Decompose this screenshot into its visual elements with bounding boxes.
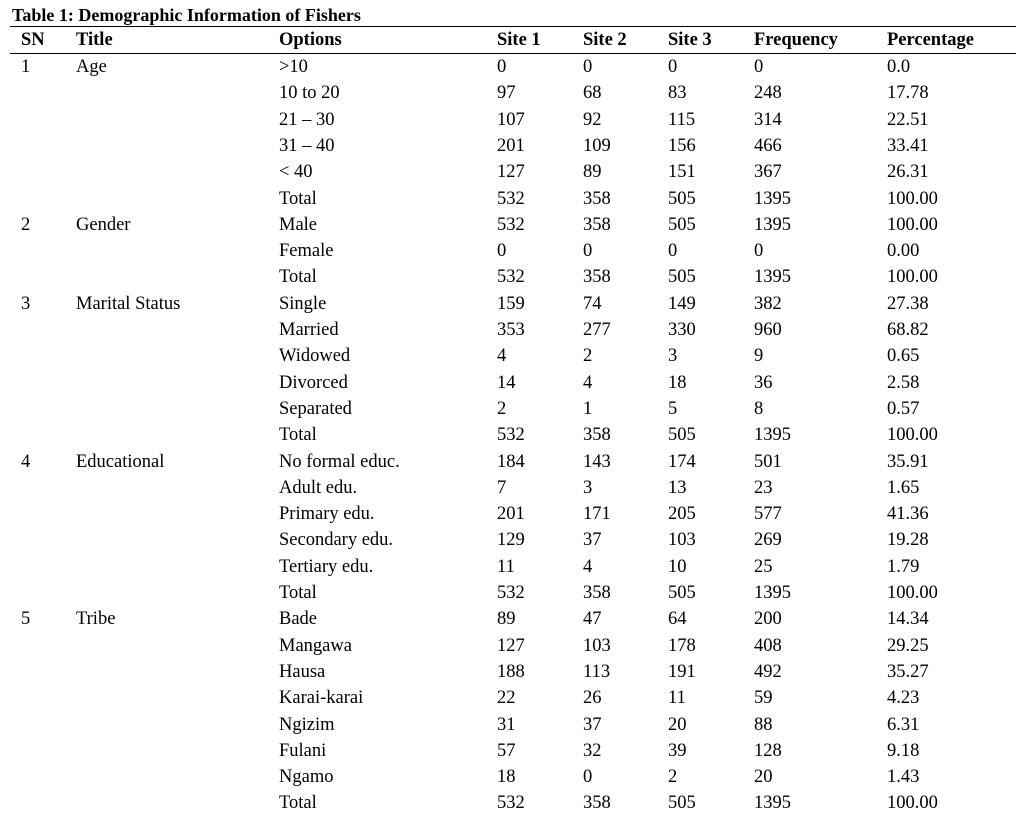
cell-percentage: 35.27 xyxy=(887,661,929,682)
cell-site-3: 149 xyxy=(668,293,696,314)
cell-option: Total xyxy=(279,793,317,814)
cell-frequency: 382 xyxy=(754,293,782,314)
cell-frequency: 408 xyxy=(754,635,782,656)
cell-frequency: 0 xyxy=(754,57,764,77)
cell-site-1: 201 xyxy=(497,504,525,525)
cell-percentage: 0.00 xyxy=(887,241,920,262)
cell-percentage: 14.34 xyxy=(887,609,929,630)
cell-site-1: 7 xyxy=(497,477,507,498)
cell-option: Male xyxy=(279,214,318,235)
cell-option: No formal educ. xyxy=(279,451,400,472)
cell-site-2: 358 xyxy=(583,793,611,814)
cell-site-2: 1 xyxy=(583,398,593,419)
cell-sn: 1 xyxy=(21,57,31,77)
cell-site-3: 330 xyxy=(668,320,696,340)
cell-frequency: 1395 xyxy=(754,267,791,288)
table-row xyxy=(0,212,1024,238)
cell-option: 31 – 40 xyxy=(279,135,335,156)
cell-frequency: 36 xyxy=(754,372,773,393)
header-frequency: Frequency xyxy=(754,30,838,50)
cell-site-3: 205 xyxy=(668,504,696,525)
cell-title: Gender xyxy=(76,214,131,235)
cell-site-3: 0 xyxy=(668,241,678,262)
cell-frequency: 960 xyxy=(754,320,782,340)
cell-site-2: 47 xyxy=(583,609,602,630)
cell-site-3: 505 xyxy=(668,583,696,603)
cell-percentage: 0.57 xyxy=(887,398,920,419)
cell-option: Total xyxy=(279,425,317,446)
cell-site-2: 109 xyxy=(583,135,611,156)
cell-site-3: 505 xyxy=(668,267,696,288)
cell-site-1: 31 xyxy=(497,714,516,735)
table-row xyxy=(0,606,1024,632)
cell-frequency: 367 xyxy=(754,162,782,183)
cell-site-1: 14 xyxy=(497,372,516,393)
cell-percentage: 68.82 xyxy=(887,320,929,340)
cell-site-1: 532 xyxy=(497,583,525,603)
cell-frequency: 9 xyxy=(754,346,764,367)
table-row xyxy=(0,790,1024,816)
cell-option: Hausa xyxy=(279,661,326,682)
table-row xyxy=(0,501,1024,527)
cell-frequency: 8 xyxy=(754,398,764,419)
header-site-2: Site 2 xyxy=(583,30,627,50)
cell-site-1: 532 xyxy=(497,425,525,446)
cell-frequency: 128 xyxy=(754,740,782,761)
cell-site-2: 2 xyxy=(583,346,593,367)
cell-percentage: 33.41 xyxy=(887,135,929,156)
cell-site-1: 22 xyxy=(497,688,516,709)
cell-site-1: 532 xyxy=(497,267,525,288)
cell-option: Adult edu. xyxy=(279,477,358,498)
cell-site-1: 57 xyxy=(497,740,516,761)
cell-option: Primary edu. xyxy=(279,504,375,525)
cell-frequency: 248 xyxy=(754,83,782,104)
cell-option: Female xyxy=(279,241,334,262)
cell-site-2: 37 xyxy=(583,530,602,551)
cell-site-3: 2 xyxy=(668,767,678,788)
cell-site-2: 68 xyxy=(583,83,602,104)
cell-site-1: 89 xyxy=(497,609,516,630)
cell-site-1: 184 xyxy=(497,451,525,472)
cell-site-2: 143 xyxy=(583,451,611,472)
cell-site-3: 505 xyxy=(668,793,696,814)
cell-percentage: 0.0 xyxy=(887,57,911,77)
cell-option: Secondary edu. xyxy=(279,530,394,551)
cell-option: Widowed xyxy=(279,346,351,367)
cell-site-1: 129 xyxy=(497,530,525,551)
cell-site-2: 277 xyxy=(583,320,611,340)
cell-site-1: 2 xyxy=(497,398,507,419)
cell-site-3: 10 xyxy=(668,556,687,577)
cell-option: Tertiary edu. xyxy=(279,556,374,577)
cell-frequency: 1395 xyxy=(754,583,791,603)
table-row xyxy=(0,712,1024,738)
cell-site-1: 127 xyxy=(497,635,525,656)
cell-title: Marital Status xyxy=(76,293,181,314)
cell-percentage: 9.18 xyxy=(887,740,920,761)
cell-percentage: 35.91 xyxy=(887,451,929,472)
cell-site-1: 201 xyxy=(497,135,525,156)
table-row xyxy=(0,264,1024,290)
cell-percentage: 0.65 xyxy=(887,346,920,367)
cell-site-2: 0 xyxy=(583,241,593,262)
cell-frequency: 25 xyxy=(754,556,773,577)
cell-site-3: 0 xyxy=(668,57,678,77)
cell-site-2: 0 xyxy=(583,767,593,788)
cell-site-3: 505 xyxy=(668,214,696,235)
cell-site-3: 103 xyxy=(668,530,696,551)
cell-site-2: 4 xyxy=(583,372,593,393)
cell-site-2: 113 xyxy=(583,661,611,682)
cell-site-3: 5 xyxy=(668,398,678,419)
cell-frequency: 23 xyxy=(754,477,773,498)
cell-site-3: 151 xyxy=(668,162,696,183)
cell-option: Separated xyxy=(279,398,352,419)
header-sn: SN xyxy=(21,30,45,50)
table-row xyxy=(0,54,1024,80)
cell-site-3: 13 xyxy=(668,477,687,498)
cell-site-3: 18 xyxy=(668,372,687,393)
cell-frequency: 501 xyxy=(754,451,782,472)
table-row xyxy=(0,159,1024,185)
cell-site-2: 89 xyxy=(583,162,602,183)
cell-option: Ngamo xyxy=(279,767,334,788)
cell-percentage: 29.25 xyxy=(887,635,929,656)
cell-frequency: 1395 xyxy=(754,425,791,446)
cell-option: Total xyxy=(279,267,317,288)
cell-option: Bade xyxy=(279,609,318,630)
cell-percentage: 100.00 xyxy=(887,214,938,235)
table-row xyxy=(0,633,1024,659)
cell-site-3: 505 xyxy=(668,425,696,446)
cell-percentage: 1.79 xyxy=(887,556,920,577)
cell-site-2: 92 xyxy=(583,109,602,130)
cell-percentage: 41.36 xyxy=(887,504,929,525)
cell-site-3: 83 xyxy=(668,83,687,104)
cell-site-1: 127 xyxy=(497,162,525,183)
cell-site-1: 353 xyxy=(497,320,525,340)
cell-option: Mangawa xyxy=(279,635,352,656)
cell-option: 21 – 30 xyxy=(279,109,335,130)
header-percentage: Percentage xyxy=(887,30,974,50)
cell-option: Ngizim xyxy=(279,714,335,735)
cell-site-2: 4 xyxy=(583,556,593,577)
header-site-1: Site 1 xyxy=(497,30,541,50)
table-row xyxy=(0,343,1024,369)
table-row xyxy=(0,186,1024,212)
cell-frequency: 314 xyxy=(754,109,782,130)
cell-frequency: 1395 xyxy=(754,793,791,814)
cell-percentage: 17.78 xyxy=(887,83,929,104)
cell-percentage: 100.00 xyxy=(887,425,938,446)
cell-site-2: 358 xyxy=(583,188,611,209)
cell-option: Total xyxy=(279,583,317,603)
table-row xyxy=(0,396,1024,422)
cell-percentage: 6.31 xyxy=(887,714,920,735)
cell-frequency: 1395 xyxy=(754,214,791,235)
cell-site-3: 11 xyxy=(668,688,686,709)
cell-site-1: 107 xyxy=(497,109,525,130)
cell-site-1: 0 xyxy=(497,241,507,262)
cell-site-2: 358 xyxy=(583,583,611,603)
cell-option: >10 xyxy=(279,57,308,77)
cell-site-2: 0 xyxy=(583,57,593,77)
table-caption: Table 1: Demographic Information of Fishers xyxy=(12,5,361,25)
table-row xyxy=(0,554,1024,580)
cell-site-3: 39 xyxy=(668,740,687,761)
cell-site-2: 74 xyxy=(583,293,602,314)
table-row xyxy=(0,527,1024,553)
table-row xyxy=(0,475,1024,501)
cell-option: Total xyxy=(279,188,317,209)
cell-site-3: 191 xyxy=(668,661,696,682)
cell-site-2: 103 xyxy=(583,635,611,656)
cell-site-2: 358 xyxy=(583,267,611,288)
cell-site-3: 156 xyxy=(668,135,696,156)
cell-frequency: 269 xyxy=(754,530,782,551)
cell-frequency: 0 xyxy=(754,241,764,262)
cell-percentage: 2.58 xyxy=(887,372,920,393)
cell-percentage: 1.43 xyxy=(887,767,920,788)
cell-site-2: 358 xyxy=(583,425,611,446)
cell-frequency: 577 xyxy=(754,504,782,525)
cell-site-3: 3 xyxy=(668,346,678,367)
cell-percentage: 100.00 xyxy=(887,267,938,288)
table-row xyxy=(0,238,1024,264)
cell-site-2: 26 xyxy=(583,688,602,709)
cell-title: Age xyxy=(76,57,107,77)
table-row xyxy=(0,107,1024,133)
cell-percentage: 27.38 xyxy=(887,293,929,314)
cell-site-1: 532 xyxy=(497,188,525,209)
cell-percentage: 26.31 xyxy=(887,162,929,183)
cell-site-2: 37 xyxy=(583,714,602,735)
cell-site-1: 532 xyxy=(497,214,525,235)
header-options: Options xyxy=(279,30,342,50)
cell-site-3: 20 xyxy=(668,714,687,735)
cell-sn: 4 xyxy=(21,451,31,472)
cell-title: Tribe xyxy=(76,609,116,630)
table-row xyxy=(0,685,1024,711)
cell-site-2: 358 xyxy=(583,214,611,235)
cell-site-2: 32 xyxy=(583,740,602,761)
cell-percentage: 100.00 xyxy=(887,583,938,603)
cell-frequency: 492 xyxy=(754,661,782,682)
cell-percentage: 1.65 xyxy=(887,477,920,498)
cell-percentage: 100.00 xyxy=(887,188,938,209)
cell-site-3: 64 xyxy=(668,609,687,630)
table-row xyxy=(0,80,1024,106)
cell-site-3: 174 xyxy=(668,451,696,472)
header-site-3: Site 3 xyxy=(668,30,712,50)
cell-site-1: 159 xyxy=(497,293,525,314)
cell-site-1: 532 xyxy=(497,793,525,814)
cell-site-3: 178 xyxy=(668,635,696,656)
table-row xyxy=(0,764,1024,790)
cell-frequency: 20 xyxy=(754,767,773,788)
cell-option: < 40 xyxy=(279,162,313,183)
cell-frequency: 200 xyxy=(754,609,782,630)
cell-percentage: 19.28 xyxy=(887,530,929,551)
cell-site-2: 171 xyxy=(583,504,611,525)
table-row xyxy=(0,291,1024,317)
cell-sn: 5 xyxy=(21,609,31,630)
cell-option: Karai-karai xyxy=(279,688,364,709)
cell-sn: 2 xyxy=(21,214,31,235)
cell-site-2: 3 xyxy=(583,477,593,498)
cell-percentage: 22.51 xyxy=(887,109,929,130)
table-row xyxy=(0,449,1024,475)
cell-option: Single xyxy=(279,293,327,314)
table-row xyxy=(0,422,1024,448)
header-title: Title xyxy=(76,30,113,50)
table-header-row xyxy=(0,27,1024,53)
table-row xyxy=(0,659,1024,685)
cell-site-3: 115 xyxy=(668,109,696,130)
cell-site-3: 505 xyxy=(668,188,696,209)
table-row xyxy=(0,738,1024,764)
cell-frequency: 1395 xyxy=(754,188,791,209)
cell-option: Married xyxy=(279,320,339,340)
cell-site-1: 11 xyxy=(497,556,515,577)
table-row xyxy=(0,133,1024,159)
cell-option: 10 to 20 xyxy=(279,83,340,104)
table-row xyxy=(0,580,1024,606)
cell-site-1: 18 xyxy=(497,767,516,788)
table-row xyxy=(0,317,1024,343)
cell-frequency: 59 xyxy=(754,688,773,709)
table-row xyxy=(0,370,1024,396)
cell-percentage: 4.23 xyxy=(887,688,920,709)
cell-sn: 3 xyxy=(21,293,31,314)
cell-option: Divorced xyxy=(279,372,348,393)
cell-percentage: 100.00 xyxy=(887,793,938,814)
cell-title: Educational xyxy=(76,451,165,472)
cell-frequency: 466 xyxy=(754,135,782,156)
cell-site-1: 97 xyxy=(497,83,516,104)
cell-site-1: 0 xyxy=(497,57,507,77)
cell-site-1: 4 xyxy=(497,346,507,367)
cell-frequency: 88 xyxy=(754,714,773,735)
cell-option: Fulani xyxy=(279,740,327,761)
cell-site-1: 188 xyxy=(497,661,525,682)
